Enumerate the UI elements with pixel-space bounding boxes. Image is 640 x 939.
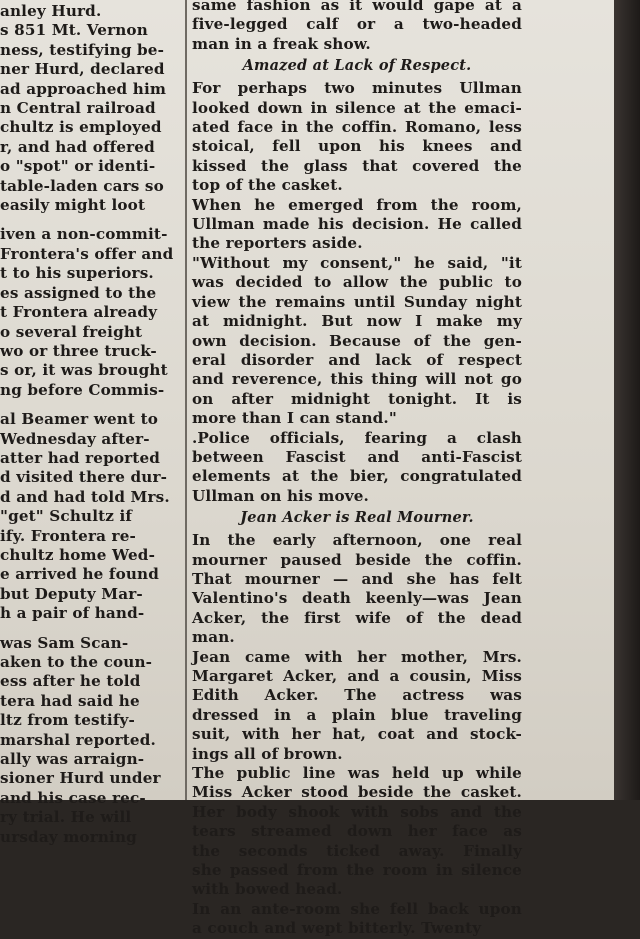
text-line: Frontera's offer and <box>0 244 174 263</box>
text-line: suit, with her hat, coat and stock- <box>192 725 522 744</box>
text-line: easily might loot <box>0 196 146 215</box>
text-line: s 851 Mt. Vernon <box>0 21 148 40</box>
text-line: s or, it was brought <box>0 361 168 380</box>
text-line: and his case rec- <box>0 788 146 807</box>
text-line: n Central railroad <box>0 99 156 118</box>
text-line: ify. Frontera re- <box>0 526 136 545</box>
text-line: chultz home Wed- <box>0 545 156 564</box>
text-line: al Beamer went to <box>0 410 159 429</box>
text-line: ings all of brown. <box>192 744 343 763</box>
text-line: but Deputy Mar- <box>0 584 143 603</box>
text-line: The public line was held up while <box>192 764 522 783</box>
text-line: view the remains until Sunday night <box>192 292 522 311</box>
text-line: es assigned to the <box>0 283 157 302</box>
text-line: o "spot" or identi- <box>0 157 156 176</box>
text-line: ad approached him <box>0 79 167 98</box>
text-line: .Police officials, fearing a clash <box>192 428 522 447</box>
text-line: In the early afternoon, one real <box>192 531 522 550</box>
text-line: sioner Hurd under <box>0 769 161 788</box>
paragraph <box>192 648 522 764</box>
left-column <box>0 2 180 847</box>
text-line: ness, testifying be- <box>0 40 165 59</box>
text-line: man in a freak show. <box>192 34 371 53</box>
text-line: and reverence, this thing will not go <box>192 370 522 389</box>
text-line: stoical, fell upon his knees and <box>192 137 522 156</box>
text-line: anley Hurd. <box>0 2 102 20</box>
text-line: wo or three truck- <box>0 341 157 360</box>
text-line: t Frontera already <box>0 303 158 322</box>
text-line: atter had reported <box>0 448 161 467</box>
text-line: In an ante-room she fell back upon <box>192 899 522 918</box>
paragraph-gap <box>0 215 180 225</box>
text-line: ry trial. He will <box>0 808 132 827</box>
paragraph-gap <box>0 624 180 634</box>
text-line: That mourner — and she has felt <box>192 569 522 588</box>
text-line: Acker, the first wife of the dead <box>192 608 522 627</box>
text-line: Jean came with her mother, Mrs. <box>192 647 522 666</box>
text-line: top of the casket. <box>192 176 343 195</box>
text-line: aken to the coun- <box>0 653 153 671</box>
text-line: ltz from testify- <box>0 711 135 730</box>
text-line: with bowed head. <box>192 880 343 899</box>
text-line: "Without my consent," he said, "it <box>192 253 522 272</box>
column-rule <box>185 0 187 800</box>
paragraph <box>192 429 522 507</box>
text-line: eral disorder and lack of respect <box>192 350 522 369</box>
text-line: was Sam Scan- <box>0 633 129 652</box>
text-line: dressed in a plain blue traveling <box>192 705 522 724</box>
text-line: d visited there dur- <box>0 468 168 487</box>
subheading-amazed: Amazed at Lack of Respect. <box>242 57 472 75</box>
text-line: For perhaps two minutes Ullman <box>192 79 522 98</box>
text-line: own decision. Because of the gen- <box>192 331 522 350</box>
paragraph <box>192 900 522 939</box>
page-edge-shadow <box>614 0 640 800</box>
text-line: more than I can stand." <box>192 409 397 428</box>
paragraph <box>192 531 522 647</box>
text-line: d and had told Mrs. <box>0 487 170 506</box>
text-line: Edith Acker. The actress was <box>192 686 522 705</box>
paragraph <box>192 79 522 195</box>
text-line: the reporters aside. <box>192 234 363 253</box>
text-line: a couch and wept bitterly. Twenty <box>192 919 482 938</box>
text-line: Ullman made his decision. He called <box>192 215 522 234</box>
paragraph <box>192 254 522 429</box>
text-line: same fashion as it would gape at a <box>192 0 522 14</box>
text-line: ess after he told <box>0 672 141 691</box>
text-line: looked down in silence at the emaci- <box>192 98 522 117</box>
paragraph <box>192 196 522 254</box>
text-line: between Fascist and anti-Fascist <box>192 447 522 466</box>
text-line: "get" Schultz if <box>0 507 133 526</box>
text-line: ated face in the coffin. Romano, less <box>192 118 522 137</box>
text-line: ner Hurd, declared <box>0 60 165 79</box>
text-line: e arrived he found <box>0 565 160 584</box>
text-line: mourner paused beside the coffin. <box>192 550 522 569</box>
text-line: marshal reported. <box>0 730 156 749</box>
text-line: r, and had offered <box>0 137 155 156</box>
text-line: five-legged calf or a two-headed <box>192 15 522 34</box>
text-line: Valentino's death keenly—was Jean <box>192 589 522 608</box>
subheading-jean-acker: Jean Acker is Real Mourner. <box>240 509 474 527</box>
text-line: Ullman on his move. <box>192 486 369 505</box>
text-line: ally was arraign- <box>0 750 145 769</box>
text-line: ursday morning <box>0 827 137 846</box>
text-line: at midnight. But now I make my <box>192 312 522 331</box>
text-line: chultz is employed <box>0 118 162 137</box>
text-line: iven a non-commit- <box>0 225 168 244</box>
text-line: man. <box>192 628 235 647</box>
intro-paragraph <box>192 0 522 54</box>
text-line: Wednesday after- <box>0 429 150 448</box>
text-line: was decided to allow the public to <box>192 273 522 292</box>
text-line: Miss Acker stood beside the casket. <box>192 783 522 802</box>
text-line: the seconds ticked away. Finally <box>192 841 522 860</box>
text-line: elements at the bier, congratulated <box>192 467 522 486</box>
text-line: she passed from the room in silence <box>192 861 522 880</box>
text-line: When he emerged from the room, <box>192 195 522 214</box>
paragraph <box>192 764 522 900</box>
text-line: on after midnight tonight. It is <box>192 389 522 408</box>
text-line: h a pair of hand- <box>0 604 145 623</box>
text-line: tera had said he <box>0 691 140 710</box>
text-line: kissed the glass that covered the <box>192 156 522 175</box>
text-line: ng before Commis- <box>0 380 165 399</box>
text-line: table-laden cars so <box>0 176 164 195</box>
paragraph-gap <box>0 400 180 410</box>
text-line: Her body shook with sobs and the <box>192 802 522 821</box>
text-line: o several freight <box>0 322 143 341</box>
text-line: t to his superiors. <box>0 264 154 283</box>
text-line: Margaret Acker, and a cousin, Miss <box>192 667 522 685</box>
text-line: tears streamed down her face as <box>192 822 522 841</box>
right-column <box>192 0 522 939</box>
